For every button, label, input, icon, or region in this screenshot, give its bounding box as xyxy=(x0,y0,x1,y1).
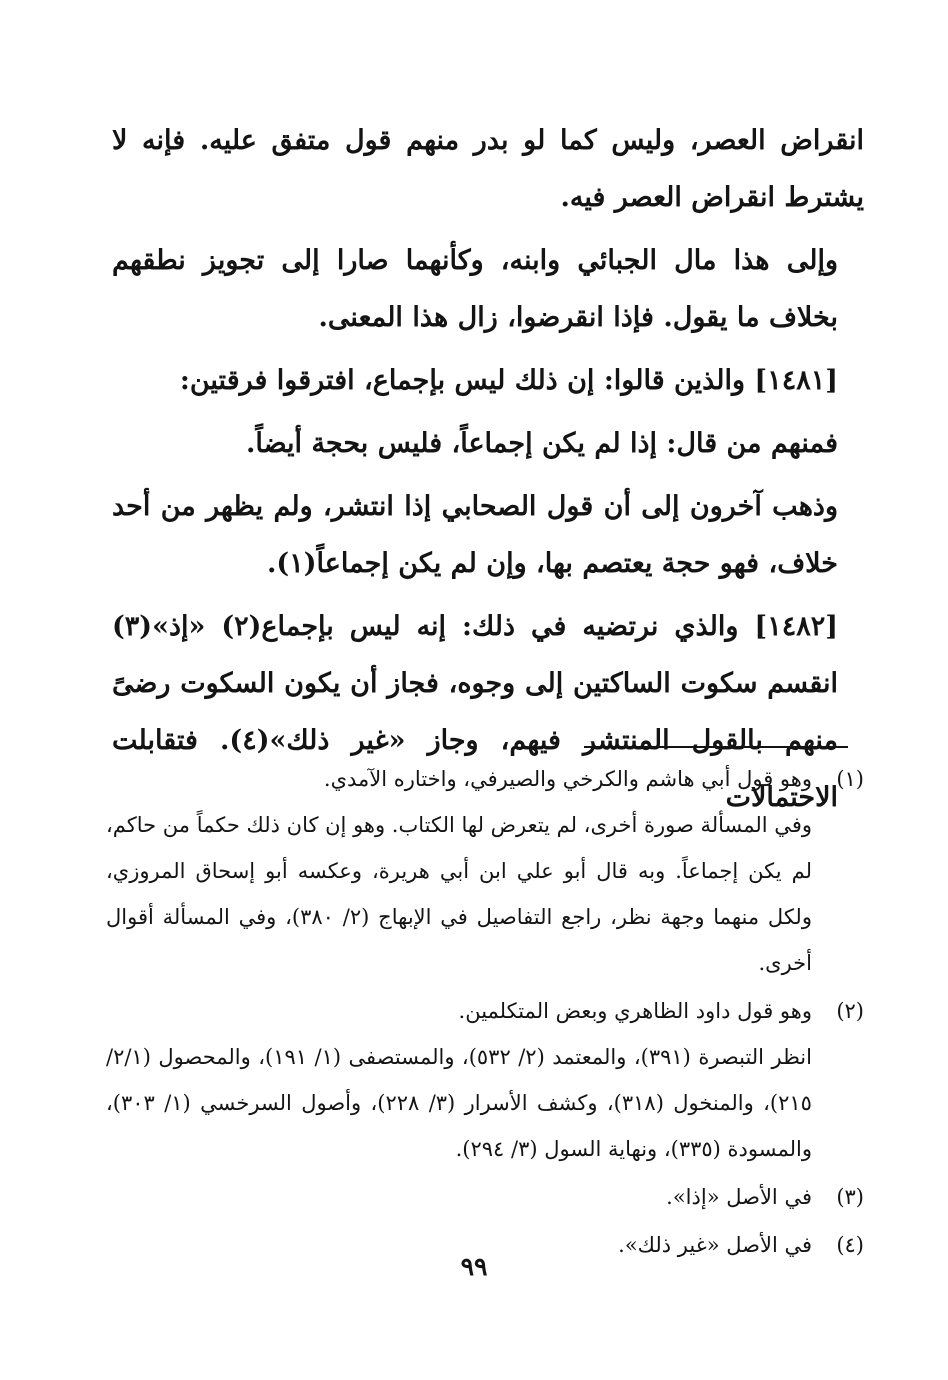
footnote-line: في الأصل «إذا». xyxy=(666,1185,812,1209)
paragraph-1482: [١٤٨٢] والذي نرتضيه في ذلك: إنه ليس بإجماع(٢) «إذ»(٣) انقسم سكوت الساكتين إلى وجوه، فجاز أن يكون السكوت رضىً منهم بالقول المنتشر فيهم، وجاز «غير ذلك»(٤). فتقابلت الاحتمالات xyxy=(112,611,839,813)
footnote-number: (٣) xyxy=(836,1185,864,1209)
paragraph-1481: [١٤٨١] والذين قالوا: إن ذلك ليس بإجماع، افترقوا فرقتين: xyxy=(179,365,838,396)
footnote-line: وفي المسألة صورة أخرى، لم يتعرض لها الكتاب. وهو إن كان ذلك حكماً من حاكم، لم يكن إجماعاً. وبه قال أبو علي ابن أبي هريرة، وعكسه أبو إسحاق المروزي، ولكل منهما وجهة نظر، راجع التفاصيل في الإبهاج (٢/ ٣٨٠)، وفي المسألة أقوال أخرى. xyxy=(106,813,812,975)
footnote-separator xyxy=(584,746,848,748)
footnote-line: انظر التبصرة (٣٩١)، والمعتمد (٢/ ٥٣٢)، والمستصفى (١/ ١٩١)، والمحصول (٢/١/ ٢١٥)، والمنخول (٣١٨)، وكشف الأسرار (٣/ ٢٢٨)، وأصول السرخسي (١/ ٣٠٣)، والمسودة (٣٣٥)، ونهاية السول (٣/ ٢٩٤). xyxy=(106,1045,812,1161)
footnote-line: وهو قول أبي هاشم والكرخي والصيرفي، واختاره الآمدي. xyxy=(323,767,812,791)
footnote-number: (٢) xyxy=(836,999,864,1023)
footnote-line: وهو قول داود الظاهري وبعض المتكلمين. xyxy=(458,999,812,1023)
main-text xyxy=(112,112,864,832)
footnote-number: (١) xyxy=(836,767,864,791)
footnote-number: (٤) xyxy=(836,1233,864,1257)
footnote-line: في الأصل «غير ذلك». xyxy=(618,1233,812,1257)
footnote-2 xyxy=(106,988,864,1172)
footnotes xyxy=(106,756,864,1270)
paragraph-1: انقراض العصر، وليس كما لو بدر منهم قول متفق عليه. فإنه لا يشترط انقراض العصر فيه. xyxy=(112,125,864,213)
paragraph-2: وإلى هذا مال الجبائي وابنه، وكأنهما صارا إلى تجويز نطقهم بخلاف ما يقول. فإذا انقرضوا، زال هذا المعنى. xyxy=(112,245,838,333)
footnote-3 xyxy=(106,1174,864,1220)
paragraph-5: وذهب آخرون إلى أن قول الصحابي إذا انتشر، ولم يظهر من أحد خلاف، فهو حجة يعتصم بها، وإن لم يكن إجماعاً(١). xyxy=(112,491,838,579)
footnote-1 xyxy=(106,756,864,986)
paragraph-4: فمنهم من قال: إذا لم يكن إجماعاً، فليس بحجة أيضاً. xyxy=(245,428,838,459)
page-number: ٩٩ xyxy=(460,1252,488,1281)
